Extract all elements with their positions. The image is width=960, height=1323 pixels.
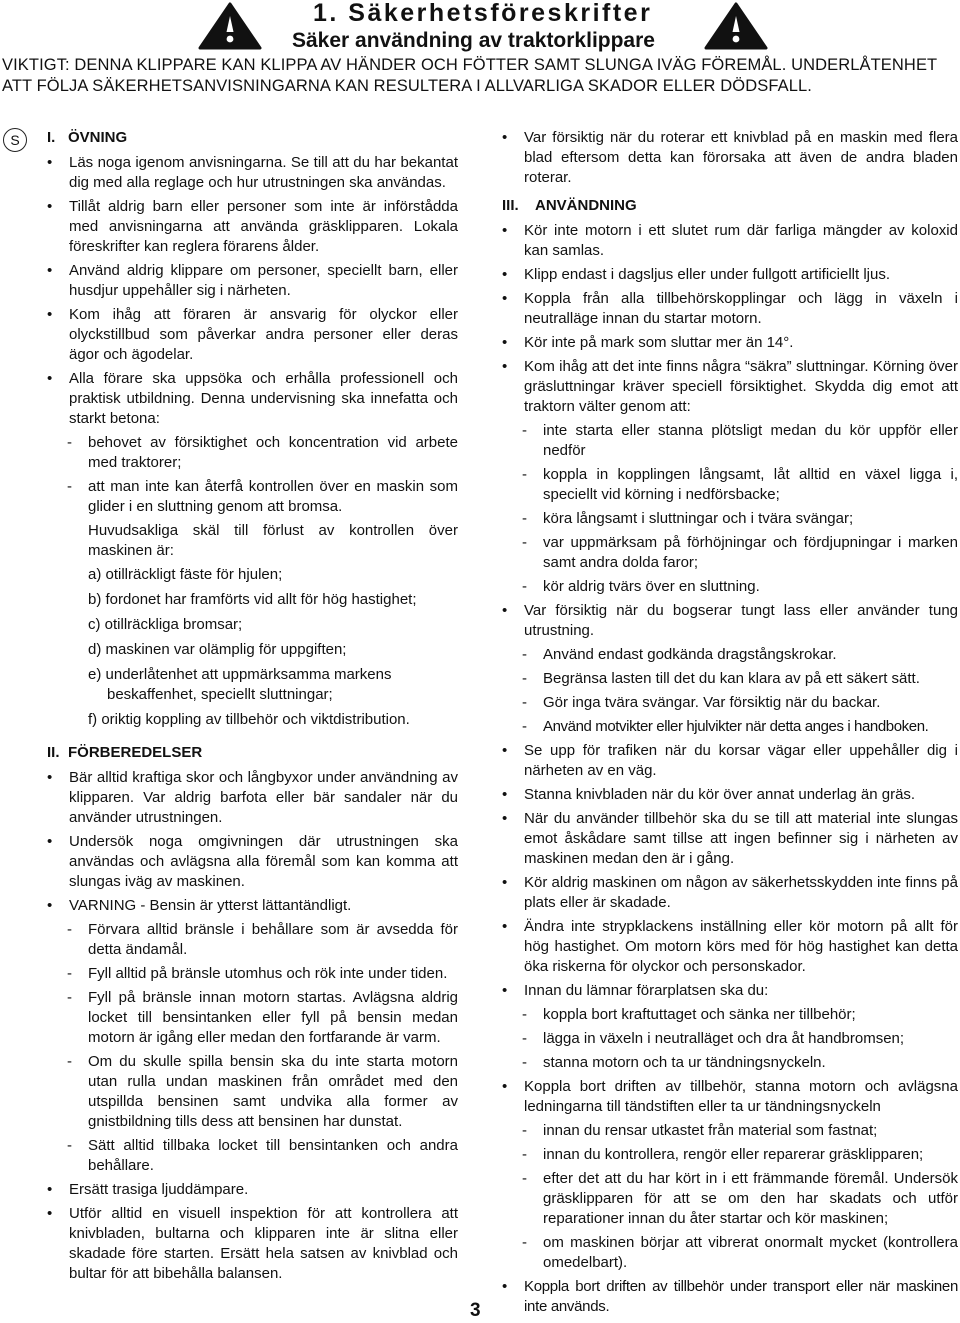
- bullet-item: • Ändra inte strypklackens inställning eller kör motorn på allt för hög hastighet. Om motorn körs med för hög hastighet kan detta öka riskerna för olyckor och personskador.: [502, 917, 958, 977]
- bullet-item: • Kom ihåg att det inte finns några “säkra” sluttningar. Körning över gräsluttningar kräver speciell försiktighet. Skydda dig emot att traktorn välter genom att:: [502, 357, 958, 417]
- bullet-item: • Koppla bort driften av tillbehör, stanna motorn och avlägsna ledningarna till tändstiften eller ta ur tändningsnyckeln: [502, 1077, 958, 1117]
- bullet-item: • Se upp för trafiken när du korsar vägar eller uppehåller dig i närheten av en väg.: [502, 741, 958, 781]
- bullet-item: • Läs noga igenom anvisningarna. Se till att du har bekantat dig med alla reglage och hur utrustningen ska användas.: [47, 153, 458, 193]
- section-heading-text: FÖRBEREDELSER: [68, 744, 203, 761]
- dash-item: - innan du kontrollera, rengör eller reparerar gräsklipparen;: [502, 1145, 958, 1165]
- dash-item: - Om du skulle spilla bensin ska du inte starta motorn utan rulla undan maskinen från området med den utspillda bensinen samt undvika alla former av gnistbildning tills dess att bensinen har dunstat.: [47, 1052, 458, 1132]
- bullet-item: • Koppla bort driften av tillbehör under transport eller när maskinen inte används.: [502, 1277, 958, 1317]
- bullet-item: • Ersätt trasiga ljuddämpare.: [47, 1180, 458, 1200]
- warning-triangle-icon: [704, 2, 768, 50]
- bullet-item: • Kom ihåg att föraren är ansvarig för olyckor eller olyckstillbud som påverkar andra personer eller deras ägor och ägodelar.: [47, 305, 458, 365]
- important-notice: VIKTIGT: DENNA KLIPPARE KAN KLIPPA AV HÄNDER OCH FÖTTER SAMT SLUNGA IVÄG FÖREMÅL. UNDERLÅTENHET ATT FÖLJA SÄKERHETSANVISNINGARNA KAN RESULTERA I ALLVARLIGA SKADOR ELLER DÖDSFALL.: [2, 56, 937, 95]
- section-title: 1. Säkerhetsföreskrifter: [313, 0, 653, 27]
- bullet-item: • Använd aldrig klippare om personer, speciellt barn, eller husdjur uppehåller sig i närheten.: [47, 261, 458, 301]
- section-heading-forberedelser: [47, 743, 458, 763]
- dash-item: - köra långsamt i sluttningar och i tvära svängar;: [502, 509, 958, 529]
- bullet-item: • Undersök noga omgivningen där utrustningen ska användas och avlägsna alla föremål som kan komma att slungas iväg av maskinen.: [47, 832, 458, 892]
- lettered-item: c) otillräckliga bromsar;: [88, 616, 243, 633]
- dash-item: - Gör inga tvära svängar. Var försiktig när du backar.: [502, 693, 958, 713]
- dash-item: - Använd endast godkända dragstångskrokar.: [502, 645, 958, 665]
- lettered-item: b) fordonet har framförts vid allt för hög hastighet;: [88, 591, 417, 608]
- section-heading-ovning: [47, 128, 458, 148]
- bullet-item: • Kör inte på mark som sluttar mer än 14°.: [502, 333, 958, 353]
- bullet-item: • Alla förare ska uppsöka och erhålla professionell och praktisk utbildning. Denna undervisning ska innefatta och starkt betona:: [47, 369, 458, 429]
- bullet-item: • Bär alltid kraftiga skor och långbyxor under användning av klipparen. Var aldrig barfota eller bär sandaler när du använder utrustningen.: [47, 768, 458, 828]
- dash-item: - kör aldrig tvärs över en sluttning.: [502, 577, 958, 597]
- dash-item: - om maskinen börjar att vibrerat onormalt mycket (kontrollera omedelbart).: [502, 1233, 958, 1273]
- bullet-item: • Var försiktig när du roterar ett knivblad på en maskin med flera blad eftersom detta kan förorsaka att även de andra bladen roterar.: [502, 128, 958, 188]
- page-header: [0, 0, 960, 56]
- dash-item: - koppla bort kraftuttaget och sänka ner tillbehör;: [502, 1005, 958, 1025]
- left-column: [47, 128, 458, 1288]
- lettered-item: a) otillräckligt fäste för hjulen;: [88, 566, 283, 583]
- dash-item: - lägga in växeln i neutralläget och dra åt handbromsen;: [502, 1029, 958, 1049]
- dash-item: - att man inte kan återfå kontrollen över en maskin som glider i en sluttning genom att bromsa.: [47, 477, 458, 517]
- bullet-item: • Klipp endast i dagsljus eller under fullgott artificiellt ljus.: [502, 265, 958, 285]
- bullet-item: • Kör aldrig maskinen om någon av säkerhetsskydden inte finns på plats eller är skadade.: [502, 873, 958, 913]
- section-heading-text: ANVÄNDNING: [535, 197, 637, 214]
- language-badge: S: [3, 128, 27, 152]
- section-number: I.: [47, 129, 56, 146]
- bullet-item: • Kör inte motorn i ett slutet rum där farliga mängder av koloxid kan samlas.: [502, 221, 958, 261]
- dash-item: - var uppmärksam på förhöjningar och fördjupningar i marken samt andra dolda faror;: [502, 533, 958, 573]
- bullet-item: • VARNING - Bensin är ytterst lättantändligt.: [47, 896, 458, 916]
- bullet-item: • Koppla från alla tillbehörskopplingar och lägg in växeln i neutralläge innan du startar motorn.: [502, 289, 958, 329]
- dash-item: - Fyll alltid på bränsle utomhus och rök inte under tiden.: [47, 964, 458, 984]
- section-number: II.: [47, 744, 60, 761]
- dash-item: - Använd motvikter eller hjulvikter när detta anges i handboken.: [502, 717, 958, 737]
- section-number: III.: [502, 197, 519, 214]
- warning-triangle-icon: [198, 2, 262, 50]
- paragraph: Huvudsakliga skäl till förlust av kontrollen över maskinen är:: [88, 522, 458, 559]
- dash-item: - Begränsa lasten till det du kan klara av på ett säkert sätt.: [502, 669, 958, 689]
- lettered-item: e) underlåtenhet att uppmärksamma markens beskaffenhet, speciellt sluttningar;: [88, 666, 392, 703]
- bullet-item: • Tillåt aldrig barn eller personer som inte är införstådda med anvisningarna att använda gräsklipparen. Lokala föreskrifter kan reglera förarens ålder.: [47, 197, 458, 257]
- dash-item: - Förvara alltid bränsle i behållare som är avsedda för detta ändamål.: [47, 920, 458, 960]
- section-heading-anvandning: [502, 196, 958, 216]
- bullet-item: • Utför alltid en visuell inspektion för att kontrollera att knivbladen, bultarna och klipparen inte är slitna eller skadade före starten. Ersätt hela satsen av knivblad och bultar för att bibehålla balansen.: [47, 1204, 458, 1284]
- bullet-item: • Innan du lämnar förarplatsen ska du:: [502, 981, 958, 1001]
- bullet-item: • Stanna knivbladen när du kör över annat underlag än gräs.: [502, 785, 958, 805]
- lettered-item: d) maskinen var olämplig för uppgiften;: [88, 641, 347, 658]
- dash-item: - Sätt alltid tillbaka locket till bensintanken och andra behållare.: [47, 1136, 458, 1176]
- dash-item: - innan du rensar utkastet från material som fastnat;: [502, 1121, 958, 1141]
- right-column: [502, 128, 958, 1321]
- dash-item: - stanna motorn och ta ur tändningsnyckeln.: [502, 1053, 958, 1073]
- page-number: 3: [470, 1300, 481, 1321]
- lettered-item: f) oriktig koppling av tillbehör och viktdistribution.: [88, 711, 410, 728]
- dash-item: - koppla in kopplingen långsamt, låt alltid en växel ligga i, speciellt vid körning i nedförsbacke;: [502, 465, 958, 505]
- dash-item: - inte starta eller stanna plötsligt medan du kör uppför eller nedför: [502, 421, 958, 461]
- bullet-item: • När du använder tillbehör ska du se till att material inte slungas emot åskådare samt tillse att ingen befinner sig i närheten av maskinen medan den är i gång.: [502, 809, 958, 869]
- dash-item: - Fyll på bränsle innan motorn startas. Avlägsna aldrig locket till bensintanken eller fyll på bensin medan motorn är igång eller medan den fortfarande är varm.: [47, 988, 458, 1048]
- dash-item: - behovet av försiktighet och koncentration vid arbete med traktorer;: [47, 433, 458, 473]
- section-subtitle: Säker användning av traktorklippare: [292, 29, 655, 52]
- dash-item: - efter det att du har kört in i ett främmande föremål. Undersök gräsklipparen för att se om den har skadats och utför reparationer innan du åter startar och kör maskinen;: [502, 1169, 958, 1229]
- bullet-item: • Var försiktig när du bogserar tungt lass eller använder tung utrustning.: [502, 601, 958, 641]
- section-heading-text: ÖVNING: [68, 129, 128, 146]
